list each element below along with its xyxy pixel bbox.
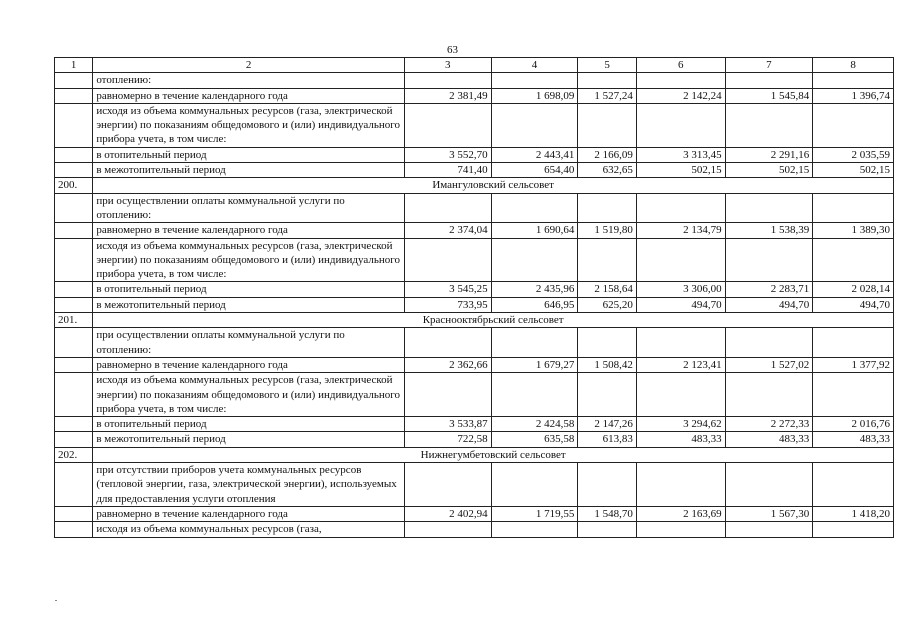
value-cell: 3 294,62 — [636, 417, 725, 432]
row-number-cell — [55, 417, 93, 432]
value-cell — [636, 73, 725, 88]
value-cell: 1 519,80 — [578, 223, 636, 238]
value-cell: 2 035,59 — [813, 147, 894, 162]
value-cell — [813, 373, 894, 417]
table-row — [55, 417, 894, 432]
row-description: равномерно в течение календарного года — [93, 88, 405, 103]
value-cell — [636, 463, 725, 507]
row-description: исходя из объема коммунальных ресурсов (газа, — [93, 522, 405, 537]
row-description: в отопительный период — [93, 417, 405, 432]
table-row — [55, 522, 894, 537]
row-description: при отсутствии приборов учета коммунальных ресурсов (тепловой энергии, газа, электрической энергии), используемых для предоставления услуги отопления — [93, 463, 405, 507]
column-header: 8 — [813, 58, 894, 73]
value-cell — [813, 103, 894, 147]
value-cell: 2 028,14 — [813, 282, 894, 297]
value-cell: 502,15 — [813, 163, 894, 178]
value-cell — [813, 328, 894, 358]
value-cell: 1 527,24 — [578, 88, 636, 103]
table-row — [55, 147, 894, 162]
value-cell: 722,58 — [404, 432, 491, 447]
value-cell — [725, 522, 813, 537]
column-header: 2 — [93, 58, 405, 73]
row-description: равномерно в течение календарного года — [93, 357, 405, 372]
value-cell: 483,33 — [636, 432, 725, 447]
group-row — [55, 313, 894, 328]
row-number-cell — [55, 432, 93, 447]
value-cell: 646,95 — [491, 297, 578, 312]
value-cell — [578, 103, 636, 147]
column-header: 3 — [404, 58, 491, 73]
table-row — [55, 463, 894, 507]
row-number-cell — [55, 193, 93, 223]
value-cell: 494,70 — [636, 297, 725, 312]
table-row — [55, 193, 894, 223]
value-cell: 741,40 — [404, 163, 491, 178]
value-cell: 1 527,02 — [725, 357, 813, 372]
column-header: 5 — [578, 58, 636, 73]
table-row — [55, 506, 894, 521]
row-number-cell — [55, 163, 93, 178]
row-description: исходя из объема коммунальных ресурсов (газа, электрической энергии) по показаниям общедомового и (или) индивидуального прибора учета, в том числе: — [93, 103, 405, 147]
group-number: 201. — [55, 313, 93, 328]
value-cell: 3 533,87 — [404, 417, 491, 432]
value-cell: 625,20 — [578, 297, 636, 312]
row-description: в межотопительный период — [93, 297, 405, 312]
value-cell: 1 567,30 — [725, 506, 813, 521]
value-cell: 2 147,26 — [578, 417, 636, 432]
value-cell: 494,70 — [813, 297, 894, 312]
value-cell — [813, 73, 894, 88]
header-row — [55, 58, 894, 73]
row-number-cell — [55, 282, 93, 297]
row-number-cell — [55, 147, 93, 162]
value-cell — [725, 73, 813, 88]
row-number-cell — [55, 463, 93, 507]
row-number-cell — [55, 357, 93, 372]
value-cell — [491, 522, 578, 537]
value-cell: 2 166,09 — [578, 147, 636, 162]
group-title: Имангуловский сельсовет — [93, 178, 894, 193]
row-number-cell — [55, 223, 93, 238]
value-cell: 1 508,42 — [578, 357, 636, 372]
column-header: 6 — [636, 58, 725, 73]
value-cell: 2 443,41 — [491, 147, 578, 162]
value-cell: 2 381,49 — [404, 88, 491, 103]
column-header: 4 — [491, 58, 578, 73]
value-cell — [404, 238, 491, 282]
value-cell: 2 134,79 — [636, 223, 725, 238]
value-cell: 3 313,45 — [636, 147, 725, 162]
value-cell — [725, 103, 813, 147]
value-cell — [491, 103, 578, 147]
row-description: в межотопительный период — [93, 432, 405, 447]
value-cell: 1 377,92 — [813, 357, 894, 372]
value-cell: 3 545,25 — [404, 282, 491, 297]
table-row — [55, 432, 894, 447]
value-cell — [725, 238, 813, 282]
value-cell: 2 158,64 — [578, 282, 636, 297]
value-cell: 613,83 — [578, 432, 636, 447]
value-cell — [491, 73, 578, 88]
value-cell — [725, 328, 813, 358]
value-cell — [578, 193, 636, 223]
value-cell — [636, 373, 725, 417]
value-cell — [636, 522, 725, 537]
table-row — [55, 238, 894, 282]
value-cell — [491, 238, 578, 282]
tariff-table — [54, 57, 894, 538]
page-number: 63 — [447, 44, 458, 56]
value-cell: 1 679,27 — [491, 357, 578, 372]
value-cell: 2 291,16 — [725, 147, 813, 162]
value-cell — [578, 73, 636, 88]
value-cell — [813, 193, 894, 223]
value-cell — [404, 103, 491, 147]
value-cell — [636, 238, 725, 282]
value-cell: 1 690,64 — [491, 223, 578, 238]
value-cell — [404, 193, 491, 223]
value-cell: 2 283,71 — [725, 282, 813, 297]
value-cell — [578, 238, 636, 282]
row-description: исходя из объема коммунальных ресурсов (газа, электрической энергии) по показаниям общедомового и (или) индивидуального прибора учета, в том числе: — [93, 373, 405, 417]
value-cell — [491, 193, 578, 223]
value-cell: 2 424,58 — [491, 417, 578, 432]
row-number-cell — [55, 506, 93, 521]
group-row — [55, 178, 894, 193]
row-description: отоплению: — [93, 73, 405, 88]
value-cell: 654,40 — [491, 163, 578, 178]
value-cell: 635,58 — [491, 432, 578, 447]
value-cell: 494,70 — [725, 297, 813, 312]
value-cell: 2 362,66 — [404, 357, 491, 372]
column-header: 7 — [725, 58, 813, 73]
row-description: при осуществлении оплаты коммунальной услуги по отоплению: — [93, 328, 405, 358]
table-row — [55, 103, 894, 147]
table-row — [55, 73, 894, 88]
group-row — [55, 447, 894, 462]
value-cell: 1 548,70 — [578, 506, 636, 521]
value-cell: 1 389,30 — [813, 223, 894, 238]
value-cell — [578, 522, 636, 537]
value-cell: 632,65 — [578, 163, 636, 178]
value-cell: 2 435,96 — [491, 282, 578, 297]
value-cell — [491, 328, 578, 358]
value-cell — [636, 103, 725, 147]
column-header: 1 — [55, 58, 93, 73]
value-cell — [491, 463, 578, 507]
value-cell — [813, 463, 894, 507]
value-cell — [813, 522, 894, 537]
value-cell: 1 545,84 — [725, 88, 813, 103]
value-cell: 1 698,09 — [491, 88, 578, 103]
row-description: в отопительный период — [93, 282, 405, 297]
value-cell: 2 016,76 — [813, 417, 894, 432]
value-cell: 502,15 — [636, 163, 725, 178]
value-cell — [404, 328, 491, 358]
value-cell — [578, 463, 636, 507]
value-cell — [725, 463, 813, 507]
row-description: при осуществлении оплаты коммунальной услуги по отоплению: — [93, 193, 405, 223]
value-cell: 2 272,33 — [725, 417, 813, 432]
table-row — [55, 357, 894, 372]
value-cell: 3 552,70 — [404, 147, 491, 162]
table-row — [55, 282, 894, 297]
row-number-cell — [55, 238, 93, 282]
value-cell: 2 374,04 — [404, 223, 491, 238]
value-cell: 2 163,69 — [636, 506, 725, 521]
row-number-cell — [55, 522, 93, 537]
value-cell — [813, 238, 894, 282]
group-title: Краснооктябрьский сельсовет — [93, 313, 894, 328]
row-number-cell — [55, 88, 93, 103]
row-description: равномерно в течение календарного года — [93, 223, 405, 238]
value-cell: 1 538,39 — [725, 223, 813, 238]
value-cell: 1 719,55 — [491, 506, 578, 521]
value-cell — [725, 193, 813, 223]
row-number-cell — [55, 297, 93, 312]
table-row — [55, 328, 894, 358]
table-row — [55, 163, 894, 178]
value-cell: 1 396,74 — [813, 88, 894, 103]
table-row — [55, 373, 894, 417]
value-cell — [636, 328, 725, 358]
value-cell: 2 123,41 — [636, 357, 725, 372]
value-cell: 483,33 — [725, 432, 813, 447]
row-description: в межотопительный период — [93, 163, 405, 178]
group-number: 200. — [55, 178, 93, 193]
value-cell — [578, 328, 636, 358]
value-cell — [491, 373, 578, 417]
value-cell — [404, 373, 491, 417]
row-number-cell — [55, 103, 93, 147]
value-cell — [578, 373, 636, 417]
value-cell: 2 142,24 — [636, 88, 725, 103]
scan-artifact — [55, 600, 57, 601]
group-title: Нижнегумбетовский сельсовет — [93, 447, 894, 462]
row-number-cell — [55, 328, 93, 358]
table-row — [55, 88, 894, 103]
table-row — [55, 297, 894, 312]
table-row — [55, 223, 894, 238]
value-cell: 2 402,94 — [404, 506, 491, 521]
value-cell: 3 306,00 — [636, 282, 725, 297]
row-description: в отопительный период — [93, 147, 405, 162]
value-cell: 733,95 — [404, 297, 491, 312]
value-cell — [404, 463, 491, 507]
row-number-cell — [55, 373, 93, 417]
value-cell: 502,15 — [725, 163, 813, 178]
row-description: равномерно в течение календарного года — [93, 506, 405, 521]
value-cell: 483,33 — [813, 432, 894, 447]
value-cell — [404, 73, 491, 88]
value-cell — [404, 522, 491, 537]
row-description: исходя из объема коммунальных ресурсов (газа, электрической энергии) по показаниям общедомового и (или) индивидуального прибора учета, в том числе: — [93, 238, 405, 282]
group-number: 202. — [55, 447, 93, 462]
value-cell: 1 418,20 — [813, 506, 894, 521]
row-number-cell — [55, 73, 93, 88]
value-cell — [636, 193, 725, 223]
value-cell — [725, 373, 813, 417]
